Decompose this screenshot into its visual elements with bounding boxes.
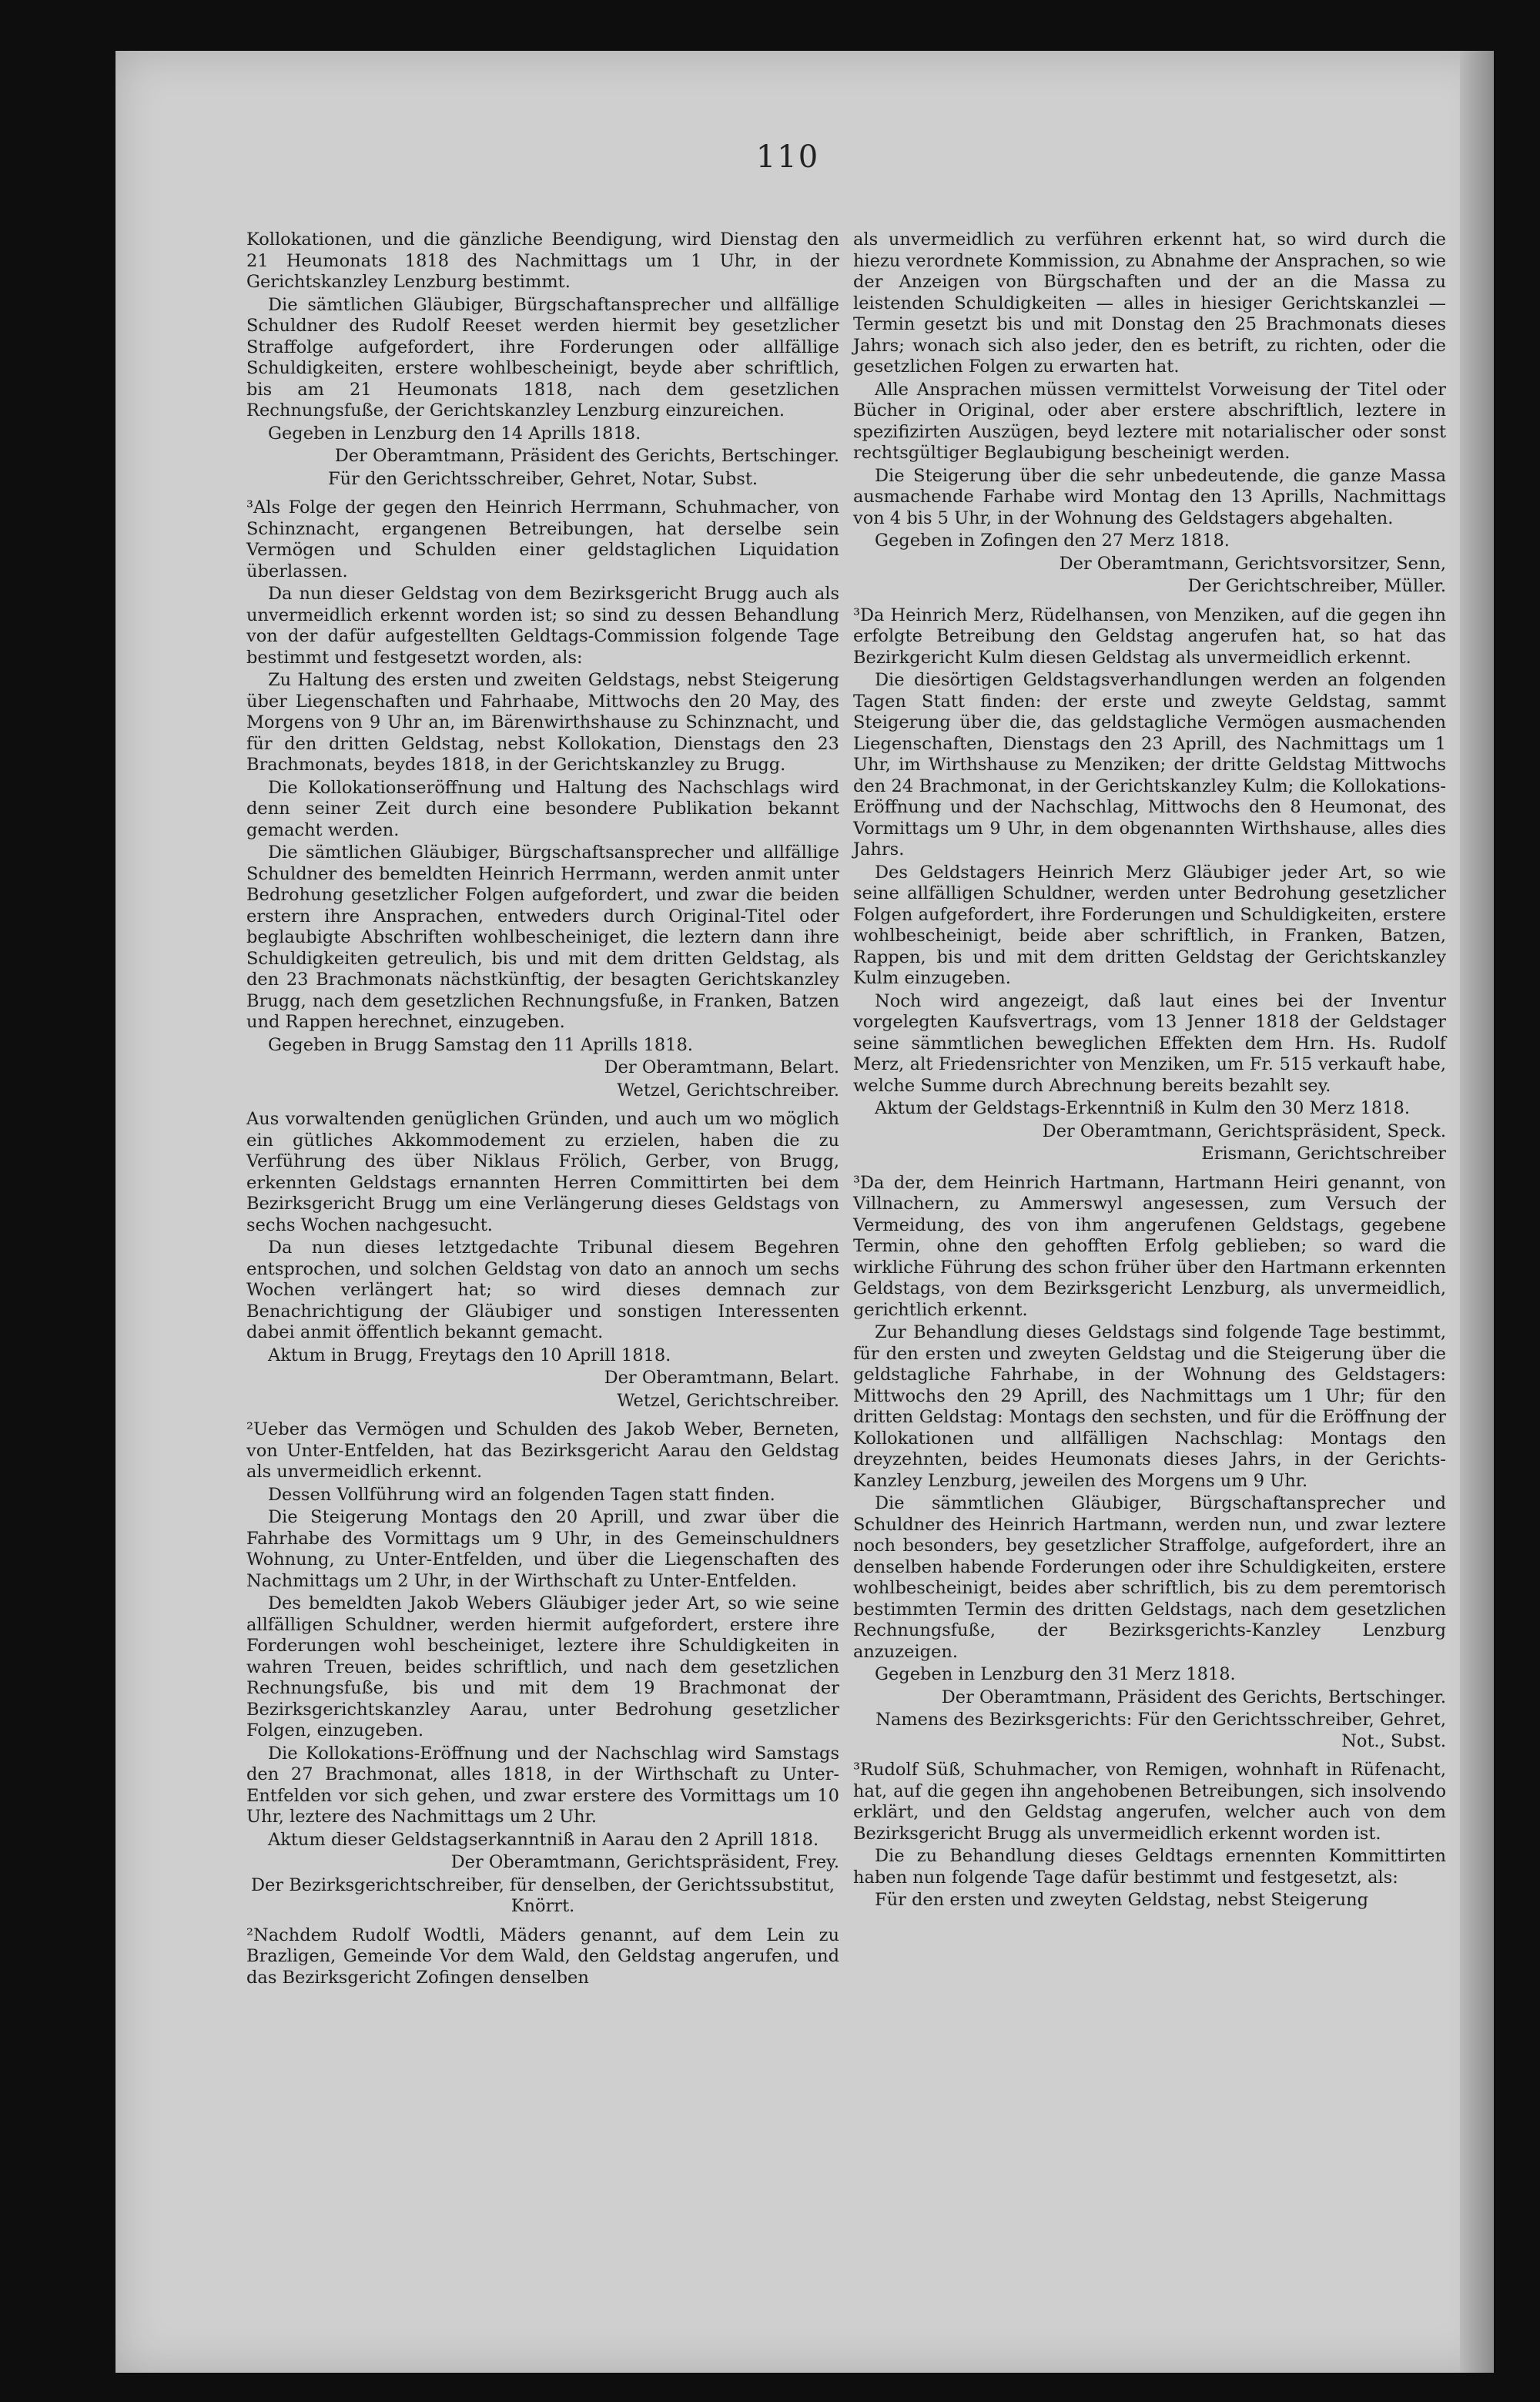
- paragraph: Gegeben in Brugg Samstag den 11 Aprills 1818.: [268, 1034, 693, 1055]
- paragraph: Alle Ansprachen müssen vermittelst Vorweisung der Titel oder Bücher in Original, oder aber erstere abschriftlich, leztere in spezifizirten Auszügen, beyd leztere mit notarialischer oder sonst rechtsgültiger Beglaubigung bescheinigt werden.: [853, 379, 1446, 463]
- paragraph: Die Kollokationseröffnung und Haltung des Nachschlags wird denn seiner Zeit durch eine besondere Publikation bekannt gemacht werden.: [246, 777, 839, 840]
- paragraph: Der Oberamtmann, Gerichtspräsident, Frey.: [450, 1852, 839, 1872]
- paragraph: Dessen Vollführung wird an folgenden Tagen statt finden.: [268, 1484, 775, 1505]
- page-number: 110: [755, 139, 820, 175]
- paragraph: Aktum dieser Geldstagserkanntniß in Aarau den 2 Aprill 1818.: [268, 1829, 819, 1850]
- paragraph: ³Da Heinrich Merz, Rüdelhansen, von Menziken, auf die gegen ihn erfolgte Betreibung den Geldstag angerufen hat, so hat das Bezirkgericht Kulm diesen Geldstag als unvermeidlich erkennt.: [853, 605, 1446, 668]
- paragraph: ³Als Folge der gegen den Heinrich Herrmann, Schuhmacher, von Schinznacht, ergangenen Betreibungen, hat derselbe sein Vermögen und Schulden einer geldstaglichen Liquidation überlassen.: [246, 497, 839, 581]
- paragraph: Die diesörtigen Geldstagsverhandlungen werden an folgenden Tagen Statt finden: der erste und zweyte Geldstag, sammt Steigerung über die, das geldstagliche Vermögen ausmachenden Liegenschaften, Dienstags den 23 Aprill, des Nachmittags um 1 Uhr, im Wirthshause zu Menziken; der dritte Geldstag Mittwochs den 24 Brachmonat, in der Gerichtskanzley Kulm; die Kollokations-Eröffnung und der Nachschlag, Mittwochs den 8 Heumonat, des Vormittags um 9 Uhr, in dem obgenannten Wirthshause, alles dies Jahrs.: [853, 670, 1446, 859]
- paragraph: ³Rudolf Süß, Schuhmacher, von Remigen, wohnhaft in Rüfenacht, hat, auf die gegen ihn angehobenen Betreibungen, sich insolvendo erklärt, und den Geldstag angerufen, welcher auch von dem Bezirksgericht Brugg als unvermeidlich erkennt worden ist.: [853, 1760, 1446, 1844]
- paragraph: Der Oberamtmann, Gerichtsvorsitzer, Senn,: [1059, 553, 1446, 574]
- paragraph: Gegeben in Zofingen den 27 Merz 1818.: [875, 531, 1230, 551]
- right-column: [853, 229, 1446, 1913]
- paragraph: Die Kollokations-Eröffnung und der Nachschlag wird Samstags den 27 Brachmonat, alles 1818, in der Wirthschaft zu Unter-Entfelden vor sich gehen, und zwar erstere des Vormittags um 10 Uhr, leztere des Nachmittags um 2 Uhr.: [246, 1743, 839, 1827]
- paragraph: Die sämtlichen Gläubiger, Bürgschaftansprecher und allfällige Schuldner des Rudolf Reeset werden hiermit bey gesetzlicher Straffolge aufgefordert, ihre Forderungen oder allfällige Schuldigkeiten, erstere wohlbescheinigt, beyde aber schriftlich, bis am 21 Heumonats 1818, nach dem gesetzlichen Rechnungsfuße, der Gerichtskanzley Lenzburg einzureichen.: [246, 294, 839, 420]
- paragraph: Namens des Bezirksgerichts: Für den Gerichtsschreiber, Gehret, Not., Subst.: [875, 1710, 1446, 1751]
- paragraph: Erismann, Gerichtschreiber: [1201, 1144, 1446, 1164]
- paragraph: Kollokationen, und die gänzliche Beendigung, wird Dienstag den 21 Heumonats 1818 des Nachmittags um 1 Uhr, in der Gerichtskanzley Lenzburg bestimmt.: [246, 229, 839, 292]
- paragraph: Aus vorwaltenden genüglichen Gründen, und auch um wo möglich ein gütliches Akkommodement zu erzielen, haben die zu Verführung des über Niklaus Frölich, Gerber, von Brugg, erkennten Geldstags ernannten Herren Committirten bei dem Bezirksgericht Brugg um eine Verlängerung dieses Geldstags von sechs Wochen nachgesucht.: [246, 1109, 839, 1235]
- paragraph: Für den Gerichtsschreiber, Gehret, Notar, Subst.: [327, 468, 758, 489]
- paragraph: Die Steigerung über die sehr unbedeutende, die ganze Massa ausmachende Farhabe wird Montag den 13 Aprills, Nachmittags von 4 bis 5 Uhr, in der Wohnung des Geldstagers abgehalten.: [853, 465, 1446, 528]
- paragraph: Wetzel, Gerichtschreiber.: [617, 1390, 839, 1411]
- paragraph: Der Oberamtmann, Belart.: [604, 1057, 839, 1077]
- paragraph: ³Da der, dem Heinrich Hartmann, Hartmann Heiri genannt, von Villnachern, zu Ammerswyl angesessen, zum Versuch der Vermeidung, des von ihm angerufenen Geldstags, gegebene Termin, ohne den gehofften Erfolg geblieben; so ward die wirkliche Führung des schon früher über den Hartmann erkennten Geldstags, von dem Bezirksgericht Lenzburg, als unvermeidlich, gerichtlich erkennt.: [853, 1172, 1446, 1320]
- paragraph: Aktum der Geldstags-Erkenntniß in Kulm den 30 Merz 1818.: [875, 1098, 1410, 1118]
- page-edge-shadow: [1460, 51, 1494, 2373]
- paragraph: Gegeben in Lenzburg den 14 Aprills 1818.: [268, 423, 641, 444]
- paragraph: Gegeben in Lenzburg den 31 Merz 1818.: [875, 1664, 1236, 1684]
- paragraph: Die Steigerung Montags den 20 Aprill, und zwar über die Fahrhabe des Vormittags um 9 Uhr, in des Gemeinschuldners Wohnung, zu Unter-Entfelden, und über die Liegenschaften des Nachmittags um 2 Uhr, in der Wirthschaft zu Unter-Entfelden.: [246, 1507, 839, 1591]
- paragraph: Wetzel, Gerichtschreiber.: [617, 1080, 839, 1100]
- left-column: [246, 229, 839, 1990]
- paragraph: Aktum in Brugg, Freytags den 10 Aprill 1818.: [268, 1345, 671, 1365]
- paragraph: Die sämtlichen Gläubiger, Bürgschaftsansprecher und allfällige Schuldner des bemeldten Heinrich Herrmann, werden anmit unter Bedrohung gesetzlicher Folgen aufgefordert, und zwar die beiden erstern ihre Ansprachen, entweders durch Original-Titel oder beglaubigte Abschriften wohlbescheiniget, die leztern dann ihre Schuldigkeiten getreulich, bis und mit dem dritten Geldstag, als den 23 Brachmonats nächstkünftig, der besagten Gerichtskanzley Brugg, nach dem gesetzlichen Rechnungsfuße, in Franken, Batzen und Rappen herechnet, einzugeben.: [246, 843, 839, 1032]
- paragraph: als unvermeidlich zu verführen erkennt hat, so wird durch die hiezu verordnete Kommission, zu Abnahme der Ansprachen, so wie der Anzeigen von Bürgschaften und der an die Massa zu leistenden Schuldigkeiten — alles in hiesiger Gerichtskanzlei — Termin gesetzt bis und mit Donstag den 25 Brachmonats dieses Jahrs; wonach sich also jeder, den es betrift, zu richten, oder die gesetzlichen Folgen zu erwarten hat.: [853, 229, 1446, 377]
- paragraph: Die zu Behandlung dieses Geldtags ernennten Kommittirten haben nun folgende Tage dafür bestimmt und festgesetzt, als:: [853, 1846, 1446, 1888]
- paragraph: Der Oberamtmann, Präsident des Gerichts, Bertschinger.: [941, 1687, 1446, 1707]
- paragraph: Des bemeldten Jakob Webers Gläubiger jeder Art, so wie seine allfälligen Schuldner, werden hiermit aufgefordert, erstere ihre Forderungen wohl bescheiniget, leztere ihre Schuldigkeiten in wahren Treuen, beides schriftlich, und nach dem gesetzlichen Rechnungsfuße, bis und mit dem 19 Brachmonat der Bezirksgerichtskanzley Aarau, unter Bedrohung gesetzlicher Folgen, einzugeben.: [246, 1593, 839, 1740]
- paragraph: Zu Haltung des ersten und zweiten Geldstags, nebst Steigerung über Liegenschaften und Fahrhaabe, Mittwochs den 20 May, des Morgens von 9 Uhr an, im Bärenwirthshause zu Schinznacht, und für den dritten Geldstag, nebst Kollokation, Dienstags den 23 Brachmonats, beydes 1818, in der Gerichtskanzley zu Brugg.: [246, 670, 839, 775]
- paragraph: Des Geldstagers Heinrich Merz Gläubiger jeder Art, so wie seine allfälligen Schuldner, werden unter Bedrohung gesetzlicher Folgen aufgefordert, ihre Forderungen und Schuldigkeiten, erstere wohlbescheinigt, beide aber schriftlich, in Franken, Batzen, Rappen, bis und mit dem dritten Geldstag der Gerichtskanzley Kulm einzugeben.: [853, 862, 1446, 988]
- paragraph: Die sämmtlichen Gläubiger, Bürgschaftansprecher und Schuldner des Heinrich Hartmann, werden nun, und zwar leztere noch besonders, bey gesetzlicher Straffolge, aufgefordert, ihre an denselben habende Forderungen oder ihre Schuldigkeiten, erstere wohlbescheinigt, beides aber schriftlich, bis zu dem peremtorisch bestimmten Termin des dritten Geldstags, nach dem gesetzlichen Rechnungsfuße, der Bezirksgerichts-Kanzley Lenzburg anzuzeigen.: [853, 1493, 1446, 1662]
- paragraph: Der Oberamtmann, Gerichtspräsident, Speck.: [1042, 1121, 1446, 1141]
- paragraph: Der Gerichtschreiber, Müller.: [1187, 576, 1446, 596]
- paragraph: ²Nachdem Rudolf Wodtli, Mäders genannt, auf dem Lein zu Brazligen, Gemeinde Vor dem Wald, den Geldstag angerufen, und das Bezirksgericht Zofingen denselben: [246, 1925, 839, 1988]
- paragraph: Da nun dieses letztgedachte Tribunal diesem Begehren entsprochen, und solchen Geldstag von dato an annoch um sechs Wochen verlängert hat; so wird dieses demnach zur Benachrichtigung der Gläubiger und sonstigen Interessenten dabei anmit öffentlich bekannt gemacht.: [246, 1238, 839, 1342]
- paragraph: Der Oberamtmann, Präsident des Gerichts, Bertschinger.: [334, 446, 839, 466]
- paragraph: ²Ueber das Vermögen und Schulden des Jakob Weber, Berneten, von Unter-Entfelden, hat das Bezirksgericht Aarau den Geldstag als unvermeidlich erkennt.: [246, 1419, 839, 1482]
- paragraph: Zur Behandlung dieses Geldstags sind folgende Tage bestimmt, für den ersten und zweyten Geldstag und die Steigerung über die geldstagliche Fahrhabe, in der Wohnung des Geldstagers: Mittwochs den 29 Aprill, des Nachmittags um 1 Uhr; für den dritten Geldstag: Montags den sechsten, und für die Eröffnung der Kollokationen und allfälligen Nachschlag: Montags den dreyzehnten, beides Heumonats dieses Jahrs, in der Gerichts-Kanzley Lenzburg, jeweilen des Morgens um 9 Uhr.: [853, 1322, 1446, 1491]
- paragraph: Noch wird angezeigt, daß laut eines bei der Inventur vorgelegten Kaufsvertrags, vom 13 Jenner 1818 der Geldstager seine sämmtlichen beweglichen Effekten dem Hrn. Hs. Rudolf Merz, alt Friedensrichter von Menziken, um Fr. 515 verkauft habe, welche Summe durch Abrechnung bereits bezahlt sey.: [853, 990, 1446, 1096]
- paragraph: Da nun dieser Geldstag von dem Bezirksgericht Brugg auch als unvermeidlich erkennt worden ist; so sind zu dessen Behandlung von der dafür aufgestellten Geldtags-Commission folgende Tage bestimmt und festgesetzt worden, als:: [246, 584, 839, 668]
- paragraph: Der Bezirksgerichtschreiber, für denselben, der Gerichtssubstitut, Knörrt.: [250, 1874, 835, 1916]
- newspaper-page: [116, 51, 1494, 2373]
- paragraph: Der Oberamtmann, Belart.: [604, 1368, 839, 1388]
- paragraph: Für den ersten und zweyten Geldstag, nebst Steigerung: [875, 1890, 1369, 1910]
